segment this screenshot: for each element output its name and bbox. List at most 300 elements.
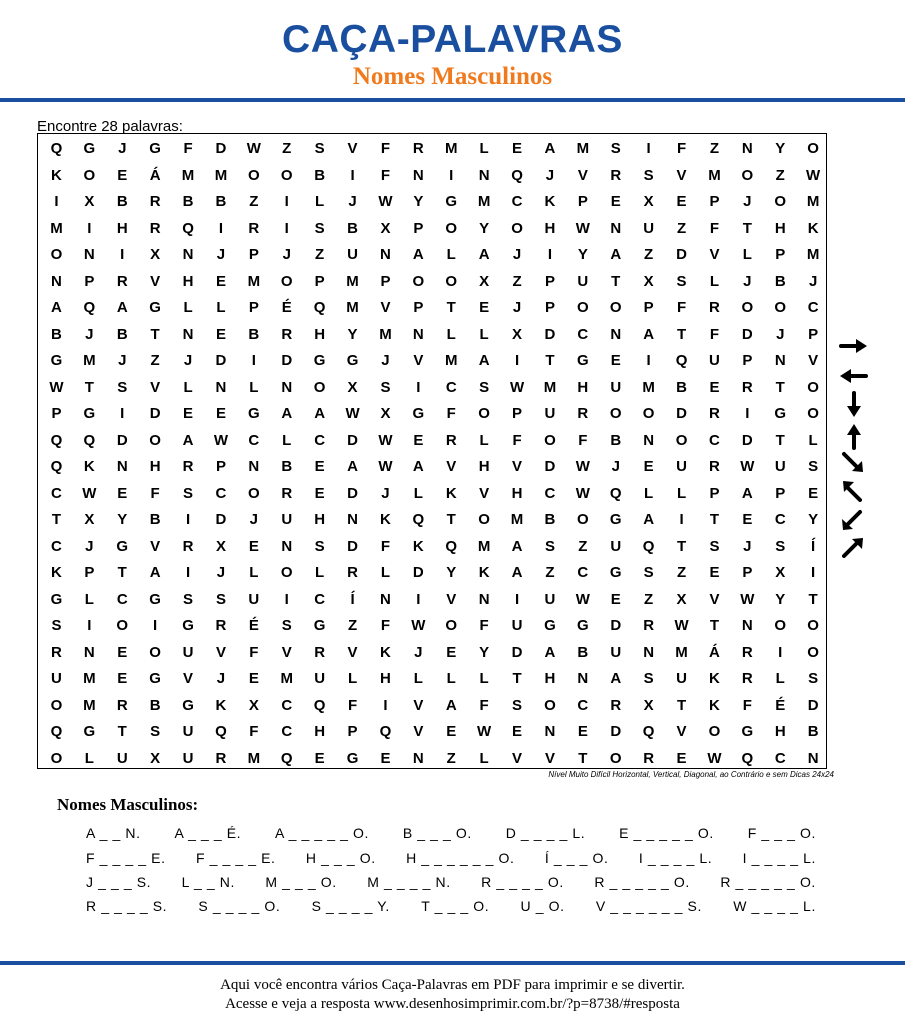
grid-letter: E — [380, 749, 391, 767]
grid-letter: Q — [412, 511, 425, 528]
grid-letter: R — [149, 219, 161, 237]
grid-letter: R — [215, 749, 227, 767]
grid-letter: Z — [676, 219, 687, 237]
grid-letter: E — [117, 643, 128, 661]
grid-letter: F — [380, 166, 391, 184]
grid-letter: X — [150, 749, 161, 767]
grid-letter: Y — [808, 511, 819, 528]
grid-letter: A — [412, 246, 424, 263]
grid-letter: L — [84, 590, 94, 608]
grid-letter: G — [774, 405, 787, 422]
grid-letter: P — [84, 272, 95, 290]
grid-letter: D — [215, 511, 227, 528]
grid-letter: G — [50, 590, 63, 608]
arrow-up-right-icon — [844, 538, 863, 556]
grid-letter: E — [808, 484, 819, 502]
grid-letter: A — [116, 299, 128, 316]
grid-letter: N — [478, 590, 490, 608]
grid-letter: W — [806, 166, 821, 184]
grid-letter: G — [609, 564, 622, 581]
grid-letter: M — [642, 378, 655, 396]
grid-letter: F — [183, 140, 193, 157]
grid-letter: E — [413, 431, 424, 449]
grid-letter: Y — [413, 193, 424, 210]
grid-letter: A — [610, 246, 622, 263]
grid-letter: G — [149, 299, 161, 316]
grid-letter: F — [249, 723, 259, 740]
grid-letter: V — [577, 166, 588, 184]
grid-letter: I — [54, 193, 59, 210]
grid-letter: N — [215, 378, 227, 396]
grid-letter: A — [643, 511, 655, 528]
grid-letter: G — [412, 405, 425, 422]
grid-letter: B — [807, 723, 819, 740]
grid-letter: N — [281, 537, 293, 555]
grid-letter: P — [775, 484, 786, 502]
grid-letter: K — [709, 696, 720, 714]
grid-letter: L — [775, 670, 785, 687]
grid-letter: C — [544, 484, 556, 502]
grid-letter: M — [576, 140, 590, 157]
grid-letter: R — [445, 431, 457, 449]
grid-letter: I — [745, 405, 750, 422]
grid-letter: N — [182, 246, 194, 263]
grid-letter: O — [807, 140, 819, 157]
grid-letter: I — [87, 219, 92, 237]
grid-letter: Q — [50, 723, 63, 740]
grid-letter: J — [743, 272, 752, 290]
grid-letter: A — [182, 431, 194, 449]
grid-letter: C — [51, 537, 62, 555]
grid-letter: I — [514, 590, 520, 608]
grid-letter: D — [215, 140, 227, 157]
grid-letter: Y — [446, 564, 457, 581]
grid-letter: M — [50, 219, 63, 237]
grid-letter: Á — [709, 643, 720, 661]
grid-letter: O — [708, 723, 721, 740]
grid-letter: G — [149, 590, 161, 608]
grid-letter: T — [676, 325, 687, 343]
grid-letter: P — [248, 246, 259, 263]
grid-letter: V — [347, 643, 358, 661]
clue: S _ _ _ _ O. — [198, 898, 281, 914]
grid-letter: O — [149, 643, 161, 661]
grid-letter: U — [709, 352, 720, 369]
clue: I _ _ _ _ L. — [742, 850, 816, 866]
grid-letter: R — [709, 458, 720, 475]
grid-letter: O — [774, 617, 787, 634]
grid-letter: X — [643, 272, 654, 290]
grid-letter: A — [445, 696, 457, 714]
grid-letter: W — [740, 458, 755, 475]
grid-letter: S — [479, 378, 490, 396]
grid-letter: É — [248, 617, 259, 634]
grid-letter: R — [281, 325, 293, 343]
grid-letter: A — [511, 564, 523, 581]
grid-letter: E — [610, 590, 621, 608]
grid-letter: R — [182, 537, 194, 555]
grid-letter: T — [117, 564, 127, 581]
grid-letter: S — [808, 670, 819, 687]
grid-letter: A — [544, 140, 556, 157]
grid-letter: A — [347, 458, 358, 475]
grid-letter: P — [544, 272, 555, 290]
grid-letter: O — [280, 564, 293, 581]
grid-letter: K — [51, 166, 62, 184]
grid-letter: C — [314, 431, 326, 449]
grid-letter: H — [380, 670, 391, 687]
grid-letter: M — [214, 166, 228, 184]
grid-letter: I — [185, 564, 191, 581]
grid-letter: O — [445, 617, 458, 634]
grid-letter: W — [477, 723, 492, 740]
grid-letter: P — [742, 352, 753, 369]
grid-letter: N — [741, 140, 753, 157]
grid-letter: M — [379, 325, 392, 343]
grid-letter: M — [806, 193, 820, 210]
grid-letter: B — [182, 193, 194, 210]
grid-letter: U — [610, 378, 622, 396]
clue: L _ _ N. — [181, 874, 235, 890]
grid-letter: T — [709, 511, 720, 528]
grid-letter: K — [51, 564, 62, 581]
grid-letter: G — [149, 140, 161, 157]
grid-letter: M — [280, 670, 293, 687]
grid-letter: P — [51, 405, 62, 422]
grid-letter: P — [643, 299, 654, 316]
grid-letter: L — [446, 325, 456, 343]
grid-letter: A — [741, 484, 753, 502]
grid-letter: Q — [609, 484, 622, 502]
grid-letter: L — [479, 325, 489, 343]
clue: U _ O. — [520, 898, 565, 914]
grid-letter: R — [149, 193, 161, 210]
grid-letter: P — [380, 272, 391, 290]
grid-letter: Á — [149, 166, 161, 184]
grid-letter: O — [807, 643, 819, 661]
grid-letter: E — [709, 378, 720, 396]
grid-letter: E — [314, 484, 325, 502]
grid-letter: G — [83, 723, 96, 740]
grid-letter: B — [544, 511, 556, 528]
grid-letter: D — [149, 405, 161, 422]
grid-letter: Y — [479, 643, 490, 661]
grid-letter: D — [741, 431, 753, 449]
grid-letter: W — [740, 590, 755, 608]
grid-letter: V — [676, 166, 687, 184]
grid-letter: E — [215, 272, 226, 290]
grid-letter: E — [709, 564, 720, 581]
grid-letter: U — [610, 643, 622, 661]
grid-letter: D — [676, 246, 687, 263]
grid-letter: E — [610, 193, 621, 210]
grid-letter: Q — [675, 352, 688, 369]
grid-letter: L — [249, 564, 259, 581]
grid-letter: J — [216, 670, 226, 687]
grid-letter: J — [414, 643, 423, 661]
grid-letter: E — [314, 749, 325, 767]
grid-letter: N — [610, 325, 622, 343]
grid-letter: S — [709, 537, 720, 555]
grid-letter: K — [544, 193, 556, 210]
grid-letter: U — [51, 670, 62, 687]
difficulty-note: Nível Muito Difícil Horizontal, Vertical, Diagonal, ao Contrário e sem Dicas 24x24 — [548, 770, 834, 779]
grid-letter: O — [50, 246, 63, 263]
grid-letter: I — [416, 590, 421, 608]
grid-letter: N — [248, 458, 260, 475]
grid-letter: W — [575, 484, 590, 502]
grid-letter: B — [314, 166, 326, 184]
grid-letter: O — [313, 378, 326, 396]
grid-letter: K — [83, 458, 95, 475]
grid-letter: J — [808, 272, 818, 290]
grid-letter: É — [281, 299, 292, 316]
grid-letter: W — [345, 405, 360, 422]
clue: H _ _ _ _ _ _ O. — [406, 850, 515, 866]
grid-letter: U — [182, 643, 194, 661]
grid-letter: J — [743, 193, 752, 210]
grid-letter: M — [675, 643, 688, 661]
grid-letter: O — [609, 405, 622, 422]
grid-letter: R — [347, 564, 358, 581]
grid-letter: I — [416, 378, 421, 396]
grid-letter: R — [116, 696, 128, 714]
grid-letter: E — [117, 484, 128, 502]
grid-letter: Y — [347, 325, 358, 343]
grid-letter: W — [575, 458, 590, 475]
grid-letter: K — [445, 484, 457, 502]
grid-letter: L — [479, 140, 489, 157]
grid-letter: Z — [644, 246, 654, 263]
grid-letter: Q — [313, 696, 326, 714]
grid-letter: R — [709, 405, 720, 422]
grid-letter: N — [741, 617, 753, 634]
grid-letter: V — [676, 723, 687, 740]
grid-letter: I — [778, 643, 783, 661]
clue: A _ _ _ É. — [174, 825, 242, 841]
grid-letter: G — [544, 617, 556, 634]
grid-letter: F — [578, 431, 588, 449]
grid-letter: W — [246, 140, 261, 157]
grid-letter: A — [149, 564, 161, 581]
grid-letter: U — [314, 670, 326, 687]
grid-letter: O — [544, 431, 556, 449]
grid-letter: J — [348, 193, 357, 210]
grid-letter: V — [215, 643, 226, 661]
grid-letter: S — [150, 723, 161, 740]
grid-letter: W — [509, 378, 525, 396]
grid-letter: Z — [676, 564, 687, 581]
grid-letter: E — [512, 140, 523, 157]
grid-letter: U — [676, 670, 687, 687]
grid-letter: S — [676, 272, 687, 290]
clue-row-4 — [86, 898, 816, 914]
grid-letter: K — [380, 643, 391, 661]
grid-letter: T — [676, 696, 687, 714]
grid-letter: M — [83, 670, 96, 687]
clue: H _ _ _ O. — [305, 850, 376, 866]
grid-letter: O — [544, 696, 556, 714]
grid-letter: L — [315, 564, 325, 581]
grid-letter: V — [808, 352, 819, 369]
grid-letter: N — [643, 643, 655, 661]
grid-letter: J — [282, 246, 291, 263]
grid-letter: Q — [379, 723, 392, 740]
grid-letter: X — [380, 405, 391, 422]
grid-letter: R — [741, 670, 753, 687]
arrow-left-icon — [840, 369, 866, 383]
grid-letter: M — [510, 511, 524, 528]
grid-letter: X — [347, 378, 358, 396]
grid-letter: T — [611, 272, 621, 290]
grid-letter: U — [577, 272, 589, 290]
grid-letter: O — [50, 749, 63, 767]
grid-letter: M — [83, 696, 96, 714]
arrow-down-right-icon — [844, 454, 863, 472]
grid-letter: P — [709, 193, 720, 210]
grid-letter: C — [281, 723, 293, 740]
grid-letter: B — [149, 696, 161, 714]
grid-letter: B — [610, 431, 622, 449]
grid-letter: I — [185, 511, 191, 528]
grid-letter: Q — [50, 431, 63, 449]
grid-letter: Q — [50, 458, 63, 475]
grid-letter: H — [478, 458, 490, 475]
grid-letter: S — [380, 378, 391, 396]
grid-letter: O — [511, 219, 523, 237]
grid-letter: H — [314, 723, 326, 740]
grid-letter: G — [313, 617, 326, 634]
grid-letter: T — [775, 431, 785, 449]
grid-letter: R — [610, 166, 622, 184]
direction-arrows-legend — [838, 336, 868, 566]
grid-letter: T — [742, 219, 752, 237]
word-list-title: Nomes Masculinos: — [57, 795, 199, 814]
grid-letter: G — [182, 696, 194, 714]
grid-letter: X — [643, 193, 654, 210]
grid-letter: S — [610, 140, 621, 157]
grid-letter: H — [774, 219, 786, 237]
grid-letter: U — [182, 723, 194, 740]
grid-letter: O — [807, 617, 819, 634]
grid-letter: G — [116, 537, 129, 555]
grid-letter: E — [215, 405, 226, 422]
grid-letter: W — [575, 590, 590, 608]
page-title: CAÇA-PALAVRAS — [282, 18, 623, 61]
grid-letter: W — [707, 749, 722, 767]
grid-letter: O — [50, 696, 63, 714]
grid-letter: Í — [811, 537, 816, 555]
clue: E _ _ _ _ _ O. — [619, 825, 714, 841]
grid-letter: U — [511, 617, 523, 634]
grid-letter: M — [181, 166, 195, 184]
grid-letter: O — [774, 193, 787, 210]
grid-letter: R — [643, 617, 655, 634]
clue: M _ _ _ O. — [265, 874, 337, 890]
grid-letter: E — [314, 458, 325, 475]
grid-letter: L — [413, 670, 423, 687]
grid-letter: W — [674, 617, 689, 634]
grid-letter: K — [412, 537, 424, 555]
grid-letter: E — [610, 352, 621, 369]
grid-letter: P — [314, 272, 325, 290]
grid-letter: Q — [642, 723, 655, 740]
grid-letter: R — [412, 140, 424, 157]
clue: B _ _ _ O. — [402, 825, 472, 841]
grid-letter: Z — [512, 272, 522, 290]
grid-letter: E — [183, 405, 194, 422]
grid-letter: X — [84, 193, 95, 210]
grid-letter: A — [314, 405, 326, 422]
grid-letter: U — [643, 219, 655, 237]
grid-letter: O — [675, 431, 688, 449]
grid-letter: O — [116, 617, 129, 634]
grid-letter: G — [83, 140, 96, 157]
grid-letter: T — [775, 378, 785, 396]
grid-letter: D — [116, 431, 128, 449]
grid-letter: N — [116, 458, 128, 475]
grid-letter: H — [116, 219, 128, 237]
grid-letter: E — [676, 193, 687, 210]
grid-letter: F — [446, 405, 456, 422]
grid-letter: S — [215, 590, 226, 608]
grid-letter: S — [808, 458, 819, 475]
grid-letter: J — [611, 458, 620, 475]
grid-letter: E — [577, 723, 588, 740]
grid-letter: P — [709, 484, 720, 502]
grid-letter: G — [445, 193, 458, 210]
grid-letter: Y — [479, 219, 490, 237]
grid-letter: J — [743, 537, 752, 555]
grid-letter: Z — [709, 140, 720, 157]
grid-letter: S — [51, 617, 62, 634]
grid-letter: D — [347, 431, 358, 449]
grid-letter: G — [577, 352, 589, 369]
grid-letter: S — [512, 696, 523, 714]
grid-letter: L — [183, 299, 193, 316]
clue: R _ _ _ _ O. — [481, 874, 564, 890]
footer-line-2: Acesse e veja a resposta www.desenhosimprimir.com.br/?p=8738/#resposta — [225, 996, 680, 1012]
grid-letter: O — [609, 299, 622, 316]
grid-letter: N — [774, 352, 786, 369]
grid-letter: U — [610, 537, 622, 555]
grid-letter: T — [512, 670, 522, 687]
grid-letter: E — [676, 749, 687, 767]
grid-letter: I — [350, 166, 355, 184]
grid-letter: Y — [117, 511, 128, 528]
arrow-right-icon — [841, 339, 867, 353]
grid-letter: F — [676, 140, 687, 157]
grid-letter: F — [380, 617, 391, 634]
clue-row-1 — [86, 825, 816, 841]
clue: R _ _ _ _ _ O. — [720, 874, 816, 890]
grid-letter: P — [512, 405, 523, 422]
grid-letter: G — [609, 511, 622, 528]
grid-letter: X — [380, 219, 391, 237]
grid-letter: T — [446, 511, 456, 528]
grid-letter: B — [149, 511, 161, 528]
grid-letter: I — [284, 590, 289, 608]
grid-letter: Z — [578, 537, 588, 555]
grid-letter: F — [512, 431, 522, 449]
arrow-down-left-icon — [842, 512, 860, 530]
grid-letter: R — [116, 272, 128, 290]
grid-letter: Q — [182, 219, 194, 237]
grid-letter: M — [477, 193, 491, 210]
grid-letter: L — [84, 749, 94, 767]
grid-letter: N — [380, 246, 391, 263]
grid-letter: U — [676, 458, 687, 475]
